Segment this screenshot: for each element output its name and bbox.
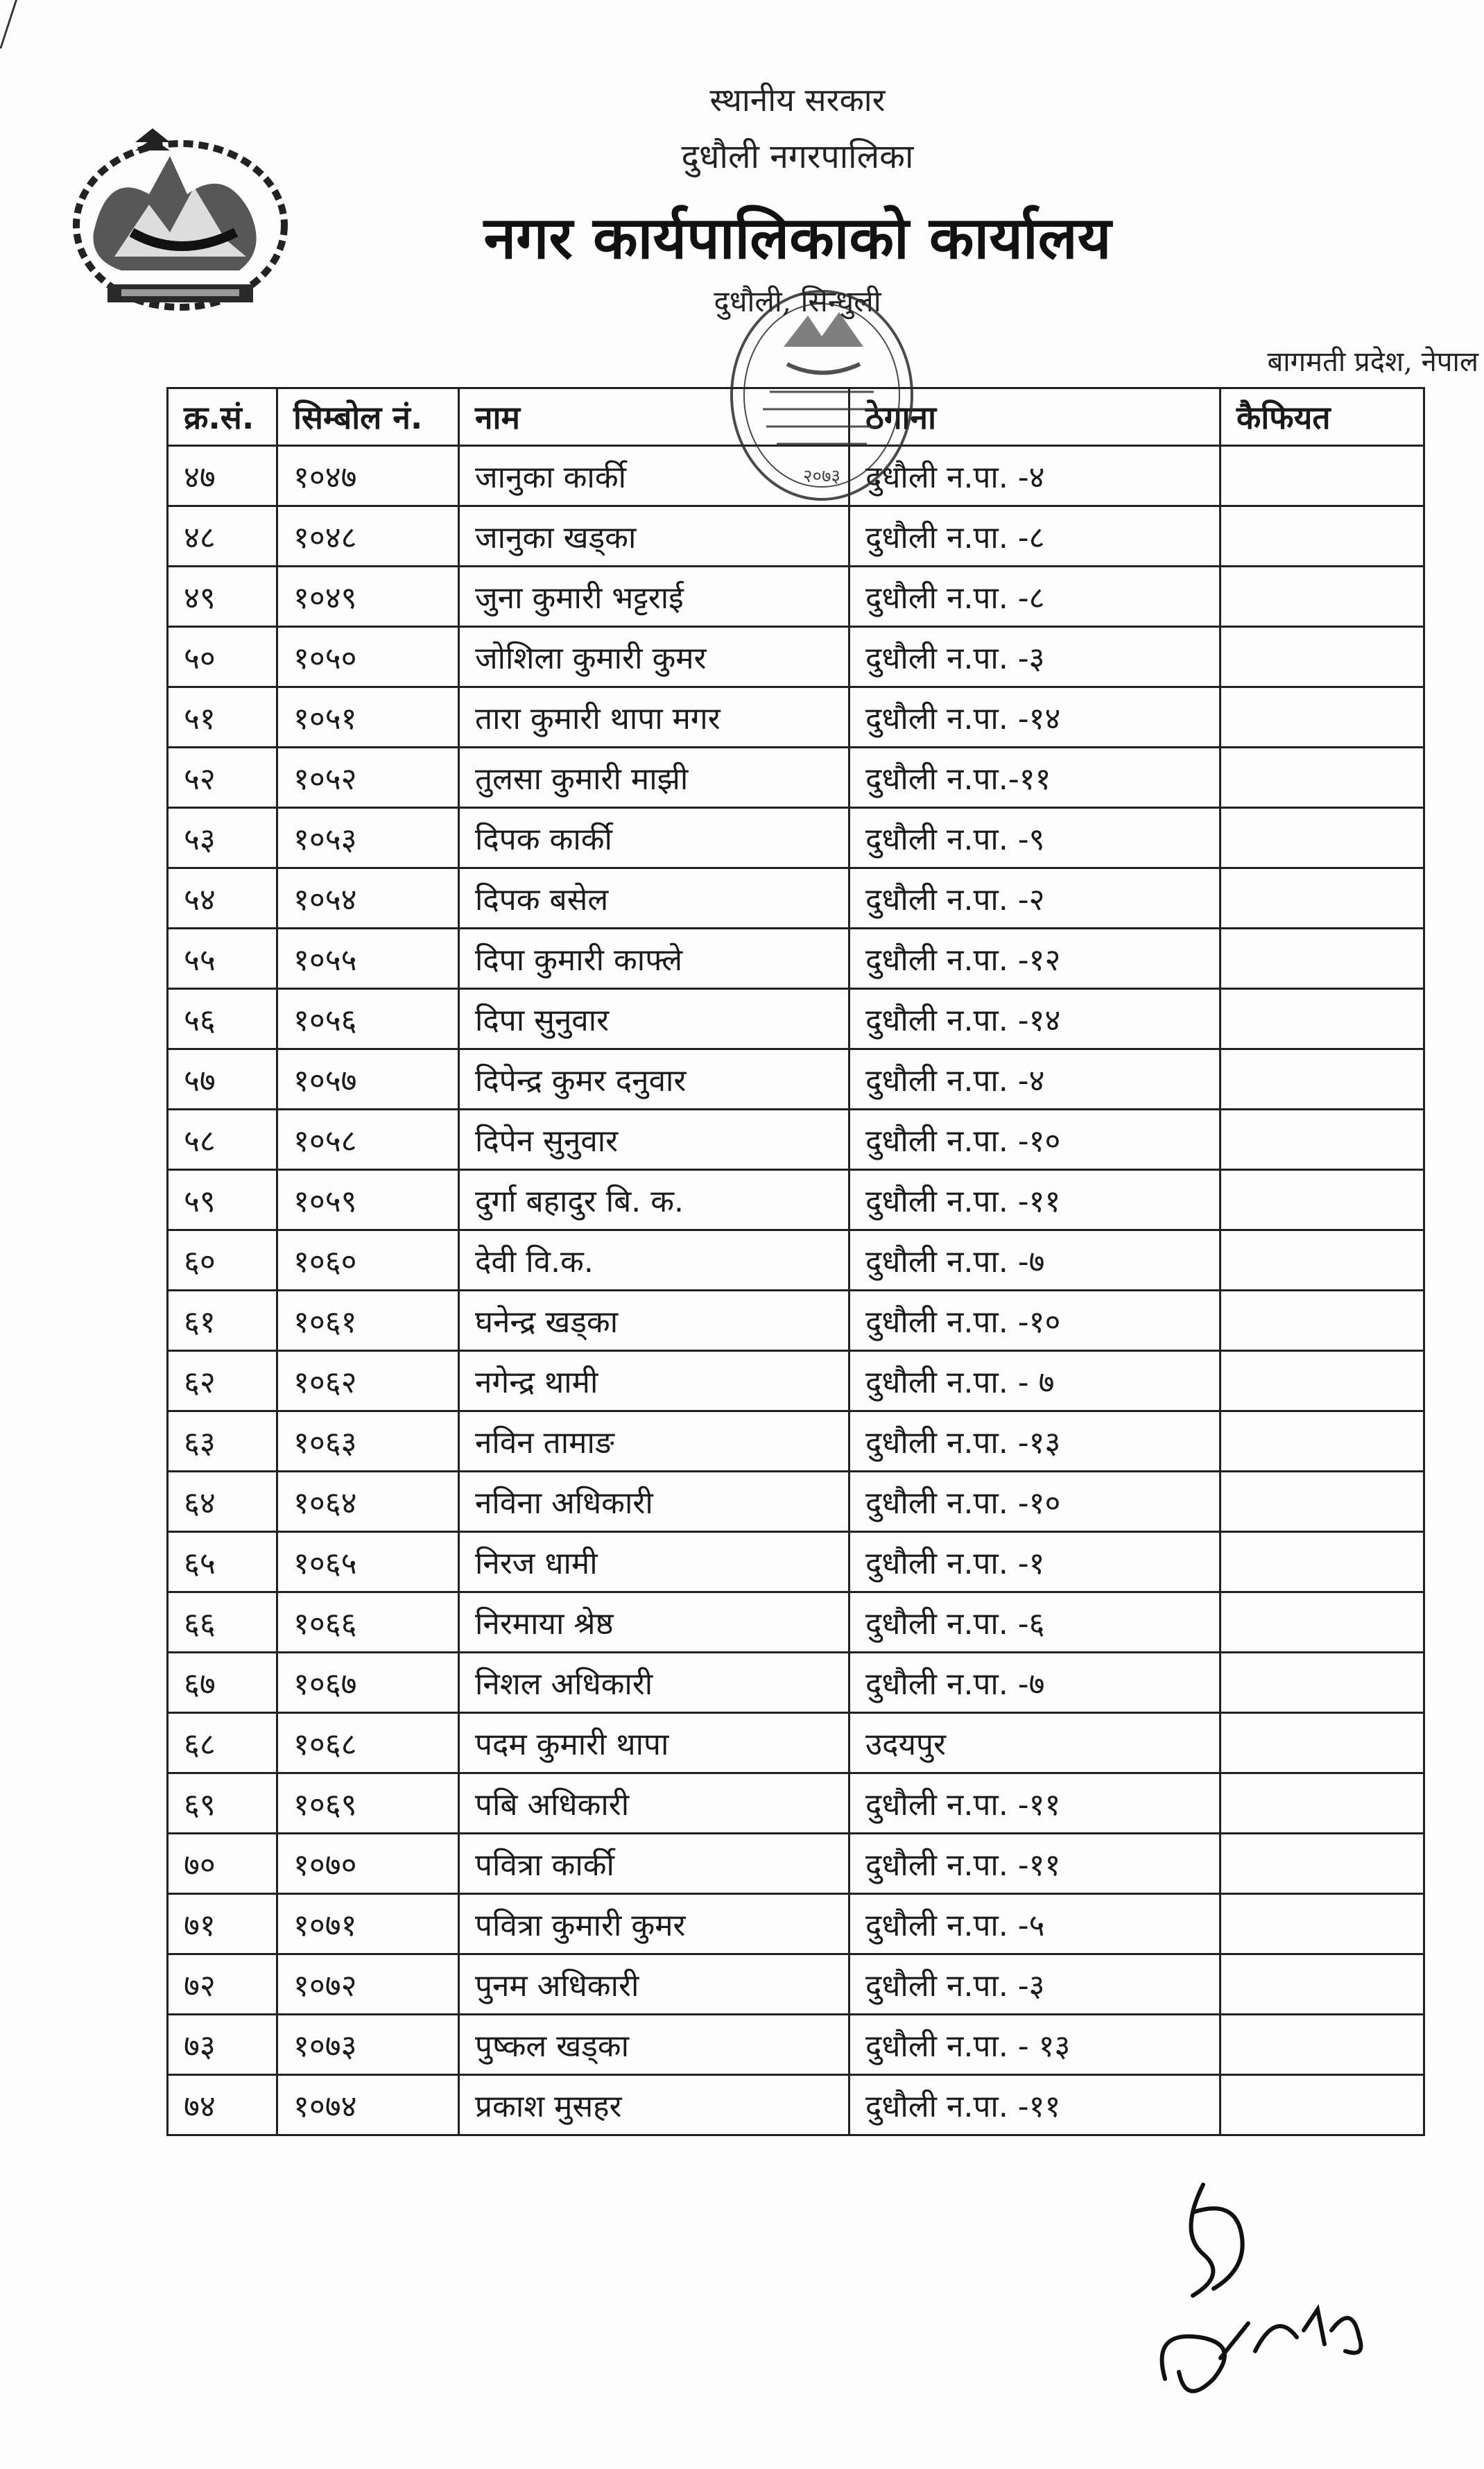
cell-serial: ५२ bbox=[168, 748, 277, 808]
cell-remarks bbox=[1220, 1713, 1424, 1773]
table-row bbox=[168, 1049, 1424, 1110]
cell-name: नविना अधिकारी bbox=[459, 1472, 849, 1532]
table-row bbox=[168, 808, 1424, 868]
cell-symbol: १०५१ bbox=[277, 687, 459, 748]
table-row bbox=[168, 989, 1424, 1049]
cell-symbol: १०५५ bbox=[277, 929, 459, 989]
cell-remarks bbox=[1220, 1110, 1424, 1170]
cell-symbol: १०६४ bbox=[277, 1472, 459, 1532]
cell-address: दुधौली न.पा.-११ bbox=[849, 748, 1220, 808]
roster-table bbox=[166, 387, 1425, 2136]
table-row bbox=[168, 627, 1424, 687]
table-row bbox=[168, 1713, 1424, 1773]
cell-remarks bbox=[1220, 2075, 1424, 2135]
cell-address: दुधौली न.पा. -६ bbox=[849, 1592, 1220, 1653]
cell-serial: ६६ bbox=[168, 1592, 277, 1653]
table-row bbox=[168, 748, 1424, 808]
cell-address: दुधौली न.पा. - १३ bbox=[849, 2015, 1220, 2075]
corner-mark bbox=[0, 0, 17, 49]
cell-name: दिपा सुनुवार bbox=[459, 989, 849, 1049]
cell-address: दुधौली न.पा. -११ bbox=[849, 1170, 1220, 1230]
cell-serial: ६४ bbox=[168, 1472, 277, 1532]
cell-symbol: १०५० bbox=[277, 627, 459, 687]
table-row bbox=[168, 567, 1424, 627]
cell-symbol: १०६० bbox=[277, 1230, 459, 1291]
cell-symbol: १०५२ bbox=[277, 748, 459, 808]
table-row bbox=[168, 506, 1424, 567]
table-row bbox=[168, 1954, 1424, 2015]
cell-serial: ६३ bbox=[168, 1411, 277, 1472]
cell-serial: ४८ bbox=[168, 506, 277, 567]
cell-address: दुधौली न.पा. -३ bbox=[849, 627, 1220, 687]
table-row bbox=[168, 1351, 1424, 1411]
cell-address: दुधौली न.पा. -१ bbox=[849, 1532, 1220, 1592]
cell-name: पबि अधिकारी bbox=[459, 1773, 849, 1834]
cell-serial: ७१ bbox=[168, 1894, 277, 1954]
cell-remarks bbox=[1220, 1954, 1424, 2015]
cell-name: दिपक कार्की bbox=[459, 808, 849, 868]
cell-name: जानुका कार्की bbox=[459, 446, 849, 506]
cell-symbol: १०४७ bbox=[277, 446, 459, 506]
cell-address: दुधौली न.पा. -११ bbox=[849, 2075, 1220, 2135]
cell-serial: ६९ bbox=[168, 1773, 277, 1834]
cell-name: जुना कुमारी भट्टराई bbox=[459, 567, 849, 627]
cell-symbol: १०६५ bbox=[277, 1532, 459, 1592]
cell-remarks bbox=[1220, 1894, 1424, 1954]
header-local-government: स्थानीय सरकार bbox=[709, 81, 886, 119]
cell-serial: ५९ bbox=[168, 1170, 277, 1230]
cell-remarks bbox=[1220, 808, 1424, 868]
cell-address: दुधौली न.पा. -८ bbox=[849, 567, 1220, 627]
table-row bbox=[168, 1110, 1424, 1170]
cell-name: नविन तामाङ bbox=[459, 1411, 849, 1472]
cell-serial: ५७ bbox=[168, 1049, 277, 1110]
column-header-remarks: कैफियत bbox=[1220, 388, 1424, 446]
cell-remarks bbox=[1220, 929, 1424, 989]
cell-remarks bbox=[1220, 1230, 1424, 1291]
cell-serial: ६५ bbox=[168, 1532, 277, 1592]
table-row bbox=[168, 1291, 1424, 1351]
table-row bbox=[168, 929, 1424, 989]
cell-name: पवित्रा कुमारी कुमर bbox=[459, 1894, 849, 1954]
table-row bbox=[168, 868, 1424, 929]
cell-serial: ४७ bbox=[168, 446, 277, 506]
cell-address: दुधौली न.पा. -१० bbox=[849, 1472, 1220, 1532]
cell-name: पुनम अधिकारी bbox=[459, 1954, 849, 2015]
cell-name: पवित्रा कार्की bbox=[459, 1834, 849, 1894]
cell-symbol: १०६१ bbox=[277, 1291, 459, 1351]
stamp-year: २०७३ bbox=[802, 466, 841, 487]
column-header-serial: क्र.सं. bbox=[168, 388, 277, 446]
cell-serial: ५३ bbox=[168, 808, 277, 868]
cell-address: दुधौली न.पा. - ७ bbox=[849, 1351, 1220, 1411]
cell-serial: ५८ bbox=[168, 1110, 277, 1170]
cell-remarks bbox=[1220, 1653, 1424, 1713]
cell-serial: ७४ bbox=[168, 2075, 277, 2135]
cell-name: निरज धामी bbox=[459, 1532, 849, 1592]
cell-serial: ७३ bbox=[168, 2015, 277, 2075]
table-row bbox=[168, 1894, 1424, 1954]
cell-address: दुधौली न.पा. -११ bbox=[849, 1773, 1220, 1834]
cell-name: घनेन्द्र खड्का bbox=[459, 1291, 849, 1351]
cell-symbol: १०६६ bbox=[277, 1592, 459, 1653]
cell-symbol: १०६९ bbox=[277, 1773, 459, 1834]
cell-serial: ६२ bbox=[168, 1351, 277, 1411]
cell-address: दुधौली न.पा. -४ bbox=[849, 446, 1220, 506]
cell-address: दुधौली न.पा. -१३ bbox=[849, 1411, 1220, 1472]
cell-remarks bbox=[1220, 868, 1424, 929]
roster-body bbox=[168, 446, 1424, 2135]
cell-name: दिपेन्द्र कुमर दनुवार bbox=[459, 1049, 849, 1110]
table-row bbox=[168, 2015, 1424, 2075]
table-row bbox=[168, 1653, 1424, 1713]
cell-serial: ६१ bbox=[168, 1291, 277, 1351]
cell-symbol: १०५३ bbox=[277, 808, 459, 868]
header-location: दुधौली, सिन्धुली bbox=[714, 284, 881, 318]
header-province: बागमती प्रदेश, नेपाल bbox=[1267, 346, 1478, 378]
cell-remarks bbox=[1220, 1411, 1424, 1472]
header-municipality: दुधौली नगरपालिका bbox=[681, 137, 914, 176]
cell-name: दिपेन सुनुवार bbox=[459, 1110, 849, 1170]
cell-name: पुष्कल खड्का bbox=[459, 2015, 849, 2075]
table-row bbox=[168, 687, 1424, 748]
cell-name: दिपा कुमारी काफ्ले bbox=[459, 929, 849, 989]
table-row bbox=[168, 1532, 1424, 1592]
cell-symbol: १०५४ bbox=[277, 868, 459, 929]
cell-serial: ४९ bbox=[168, 567, 277, 627]
cell-serial: ७० bbox=[168, 1834, 277, 1894]
cell-remarks bbox=[1220, 2015, 1424, 2075]
cell-address: दुधौली न.पा. -३ bbox=[849, 1954, 1220, 2015]
cell-remarks bbox=[1220, 748, 1424, 808]
table-row bbox=[168, 1834, 1424, 1894]
cell-name: दिपक बसेल bbox=[459, 868, 849, 929]
cell-remarks bbox=[1220, 1532, 1424, 1592]
cell-name: नगेन्द्र थामी bbox=[459, 1351, 849, 1411]
cell-name: निशल अधिकारी bbox=[459, 1653, 849, 1713]
cell-remarks bbox=[1220, 567, 1424, 627]
cell-remarks bbox=[1220, 989, 1424, 1049]
cell-name: निरमाया श्रेष्ठ bbox=[459, 1592, 849, 1653]
cell-name: दुर्गा बहादुर बि. क. bbox=[459, 1170, 849, 1230]
table-row bbox=[168, 1472, 1424, 1532]
cell-symbol: १०५८ bbox=[277, 1110, 459, 1170]
cell-serial: ५४ bbox=[168, 868, 277, 929]
cell-serial: ६७ bbox=[168, 1653, 277, 1713]
cell-name: प्रकाश मुसहर bbox=[459, 2075, 849, 2135]
cell-address: दुधौली न.पा. -१२ bbox=[849, 929, 1220, 989]
cell-address: दुधौली न.पा. -७ bbox=[849, 1230, 1220, 1291]
cell-symbol: १०५६ bbox=[277, 989, 459, 1049]
cell-symbol: १०६८ bbox=[277, 1713, 459, 1773]
cell-symbol: १०७० bbox=[277, 1834, 459, 1894]
cell-address: दुधौली न.पा. -११ bbox=[849, 1834, 1220, 1894]
cell-remarks bbox=[1220, 687, 1424, 748]
column-header-symbol: सिम्बोल नं. bbox=[277, 388, 459, 446]
column-header-name: नाम bbox=[459, 388, 849, 446]
cell-symbol: १०७३ bbox=[277, 2015, 459, 2075]
cell-symbol: १०६७ bbox=[277, 1653, 459, 1713]
signature-icon bbox=[1137, 2171, 1387, 2420]
cell-serial: ७२ bbox=[168, 1954, 277, 2015]
cell-address: दुधौली न.पा. -४ bbox=[849, 1049, 1220, 1110]
cell-name: जोशिला कुमारी कुमर bbox=[459, 627, 849, 687]
cell-remarks bbox=[1220, 627, 1424, 687]
cell-remarks bbox=[1220, 446, 1424, 506]
cell-remarks bbox=[1220, 1472, 1424, 1532]
table-row bbox=[168, 1411, 1424, 1472]
cell-address: दुधौली न.पा. -१४ bbox=[849, 989, 1220, 1049]
table-row bbox=[168, 1170, 1424, 1230]
cell-serial: ६० bbox=[168, 1230, 277, 1291]
cell-name: पदम कुमारी थापा bbox=[459, 1713, 849, 1773]
cell-serial: ५० bbox=[168, 627, 277, 687]
cell-symbol: १०५९ bbox=[277, 1170, 459, 1230]
cell-remarks bbox=[1220, 1049, 1424, 1110]
table-row bbox=[168, 1773, 1424, 1834]
cell-address: दुधौली न.पा. -९ bbox=[849, 808, 1220, 868]
cell-address: दुधौली न.पा. -२ bbox=[849, 868, 1220, 929]
cell-serial: ६८ bbox=[168, 1713, 277, 1773]
cell-address: उदयपुर bbox=[849, 1713, 1220, 1773]
header-office-title: नगर कार्यपालिकाको कार्यालय bbox=[483, 204, 1112, 272]
cell-name: जानुका खड्का bbox=[459, 506, 849, 567]
cell-serial: ५१ bbox=[168, 687, 277, 748]
cell-symbol: १०६३ bbox=[277, 1411, 459, 1472]
table-row bbox=[168, 1592, 1424, 1653]
table-row bbox=[168, 1230, 1424, 1291]
column-header-address: ठेगाना bbox=[849, 388, 1220, 446]
cell-symbol: १०७१ bbox=[277, 1894, 459, 1954]
cell-serial: ५५ bbox=[168, 929, 277, 989]
cell-remarks bbox=[1220, 506, 1424, 567]
cell-address: दुधौली न.पा. -८ bbox=[849, 506, 1220, 567]
cell-address: दुधौली न.पा. -१४ bbox=[849, 687, 1220, 748]
cell-name: देवी वि.क. bbox=[459, 1230, 849, 1291]
cell-symbol: १०७४ bbox=[277, 2075, 459, 2135]
cell-address: दुधौली न.पा. -५ bbox=[849, 1894, 1220, 1954]
cell-name: तारा कुमारी थापा मगर bbox=[459, 687, 849, 748]
cell-serial: ५६ bbox=[168, 989, 277, 1049]
cell-remarks bbox=[1220, 1291, 1424, 1351]
cell-remarks bbox=[1220, 1170, 1424, 1230]
cell-symbol: १०७२ bbox=[277, 1954, 459, 2015]
cell-remarks bbox=[1220, 1834, 1424, 1894]
cell-name: तुलसा कुमारी माझी bbox=[459, 748, 849, 808]
table-row bbox=[168, 2075, 1424, 2135]
cell-address: दुधौली न.पा. -१० bbox=[849, 1110, 1220, 1170]
cell-remarks bbox=[1220, 1592, 1424, 1653]
office-stamp-icon bbox=[721, 281, 922, 510]
cell-remarks bbox=[1220, 1773, 1424, 1834]
cell-symbol: १०४८ bbox=[277, 506, 459, 567]
cell-symbol: १०६२ bbox=[277, 1351, 459, 1411]
cell-remarks bbox=[1220, 1351, 1424, 1411]
cell-symbol: १०५७ bbox=[277, 1049, 459, 1110]
cell-address: दुधौली न.पा. -७ bbox=[849, 1653, 1220, 1713]
cell-symbol: १०४९ bbox=[277, 567, 459, 627]
cell-address: दुधौली न.पा. -१० bbox=[849, 1291, 1220, 1351]
